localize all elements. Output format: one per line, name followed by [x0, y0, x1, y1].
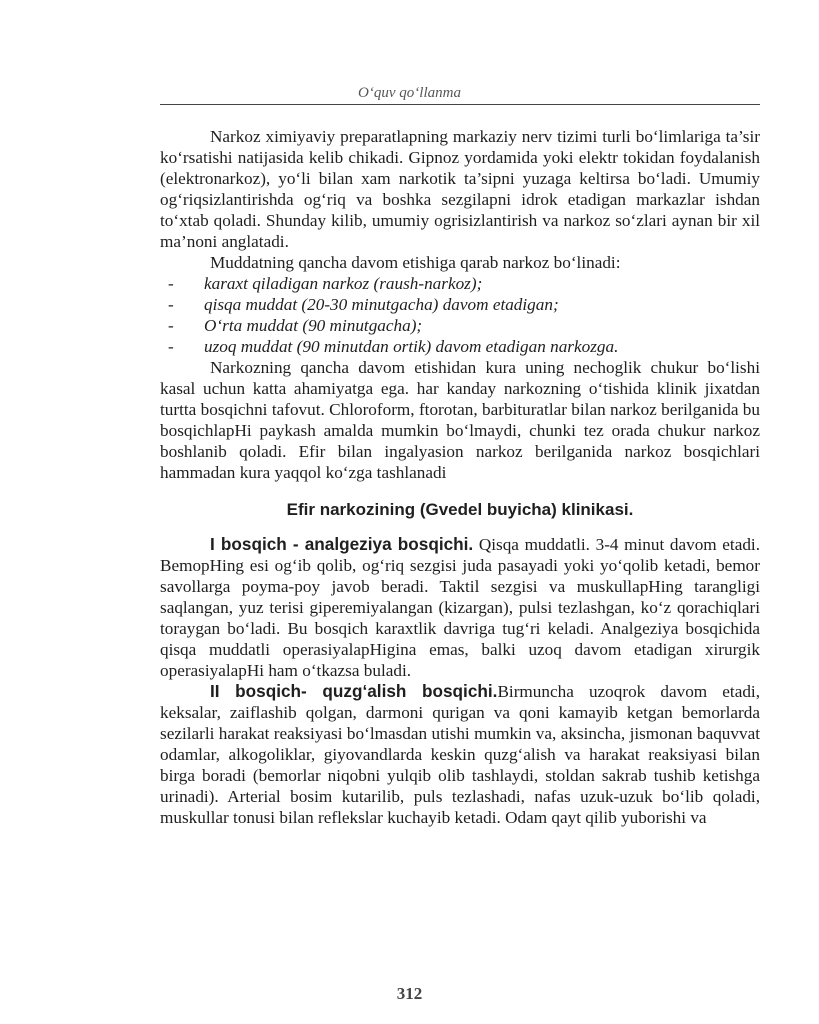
list-item: - O‘rta muddat (90 minutgacha); [204, 315, 760, 336]
stage-2-title: II bosqich- quzg‘alish bosqichi. [210, 681, 498, 701]
stage-1-text: Qisqa muddatli. 3-4 minut davom etadi. BemopHing esi og‘ib qolib, og‘riq sezgisi juda pasayadi yoki yo‘qolib ketadi, bemor savollarga poyma-poy javob beradi. Taktil sezgisi va muskullapHing tarangligi saqlangan, yuz terisi giperemiyalangan (kizargan), pulsi tezlashgan, ko‘z qorachiqlari toraygan bo‘ladi. Bu bosqich karaxtlik davriga tug‘ri keladi. Analgeziya bosqichida qisqa muddatli operasiyalapHigina emas, balki uzoq davom etadigan xirurgik operasiyalapHi ham o‘tkazsa buladi. [160, 535, 760, 680]
section-heading: Efir narkozining (Gvedel buyicha) klinikasi. [286, 500, 634, 519]
page-content [160, 126, 760, 828]
list-item: - uzoq muddat (90 minutdan ortik) davom etadigan narkozga. [204, 336, 760, 357]
header-rule [160, 104, 760, 105]
duration-list [160, 273, 760, 357]
intro-paragraph-3: Narkozning qancha davom etishidan kura uning nechoglik chukur bo‘lishi kasal uchun katta ahamiyatga ega. har kanday narkozning o‘tishida klinik jixatdan turtta bosqichni tafovut. Chloroform, ftorotan, barbituratlar bilan narkoz berilganida bu bosqichlapHi paykash amalda mumkin bo‘lmaydi, chunki tez orada chukur narkoz boshlanib qoladi. Efir bilan ingalyasion narkoz berilganida narkoz bosqichlari hammadan kura yaqqol ko‘zga tashlanadi [160, 358, 760, 482]
intro-paragraph-2: Muddatning qancha davom etishiga qarab narkoz bo‘linadi: [210, 253, 621, 272]
running-header: O‘quv qo‘llanma [358, 85, 461, 101]
page-number: 312 [396, 984, 423, 1003]
list-item: - qisqa muddat (20-30 minutgacha) davom etadigan; [204, 294, 760, 315]
stage-2-paragraph [160, 681, 760, 828]
stage-1-paragraph [160, 534, 760, 681]
list-item: - karaxt qiladigan narkoz (raush-narkoz); [204, 273, 760, 294]
intro-paragraph-1: Narkoz ximiyaviy preparatlapning markaziy nerv tizimi turli bo‘limlariga ta’sir ko‘rsatishi natijasida kelib chikadi. Gipnoz yordamida yoki elektr tokidan foydalanish (elektronarkoz), yo‘li bilan xam narkotik ta’sipni yuzaga keltirsa bo‘ladi. Umumiy og‘riqsizlantirishda og‘riq va boshka sezgilapni idrok etadigan markazlar ishdan to‘xtab qoladi. Shunday kilib, umumiy ogrisizlantirish va narkoz so‘zlari aynan bir xil ma’noni anglatadi. [160, 127, 760, 251]
stage-2-text: Birmuncha uzoqrok davom etadi, keksalar, zaiflashib qolgan, darmoni qurigan va qoni kamayib ketgan bemorlarda sezilarli harakat reaksiyasi bo‘lmasdan utishi mumkin va, aksincha, jismonan baquvvat odamlar, alkogoliklar, giyovandlarda keskin quzg‘alish va harakat reaksiyasi bilan birga boradi (bemorlar niqobni yulqib olib tashlaydi, stoldan sakrab tushib ketishga urinadi). Arterial bosim kutarilib, puls tezlashadi, nafas uzuk-uzuk bo‘lib qoladi, muskullar tonusi bilan reflekslar kuchayib ketadi. Odam qayt qilib yuborishi va [160, 682, 760, 827]
stage-1-title: I bosqich - analgeziya bosqichi. [210, 534, 474, 554]
